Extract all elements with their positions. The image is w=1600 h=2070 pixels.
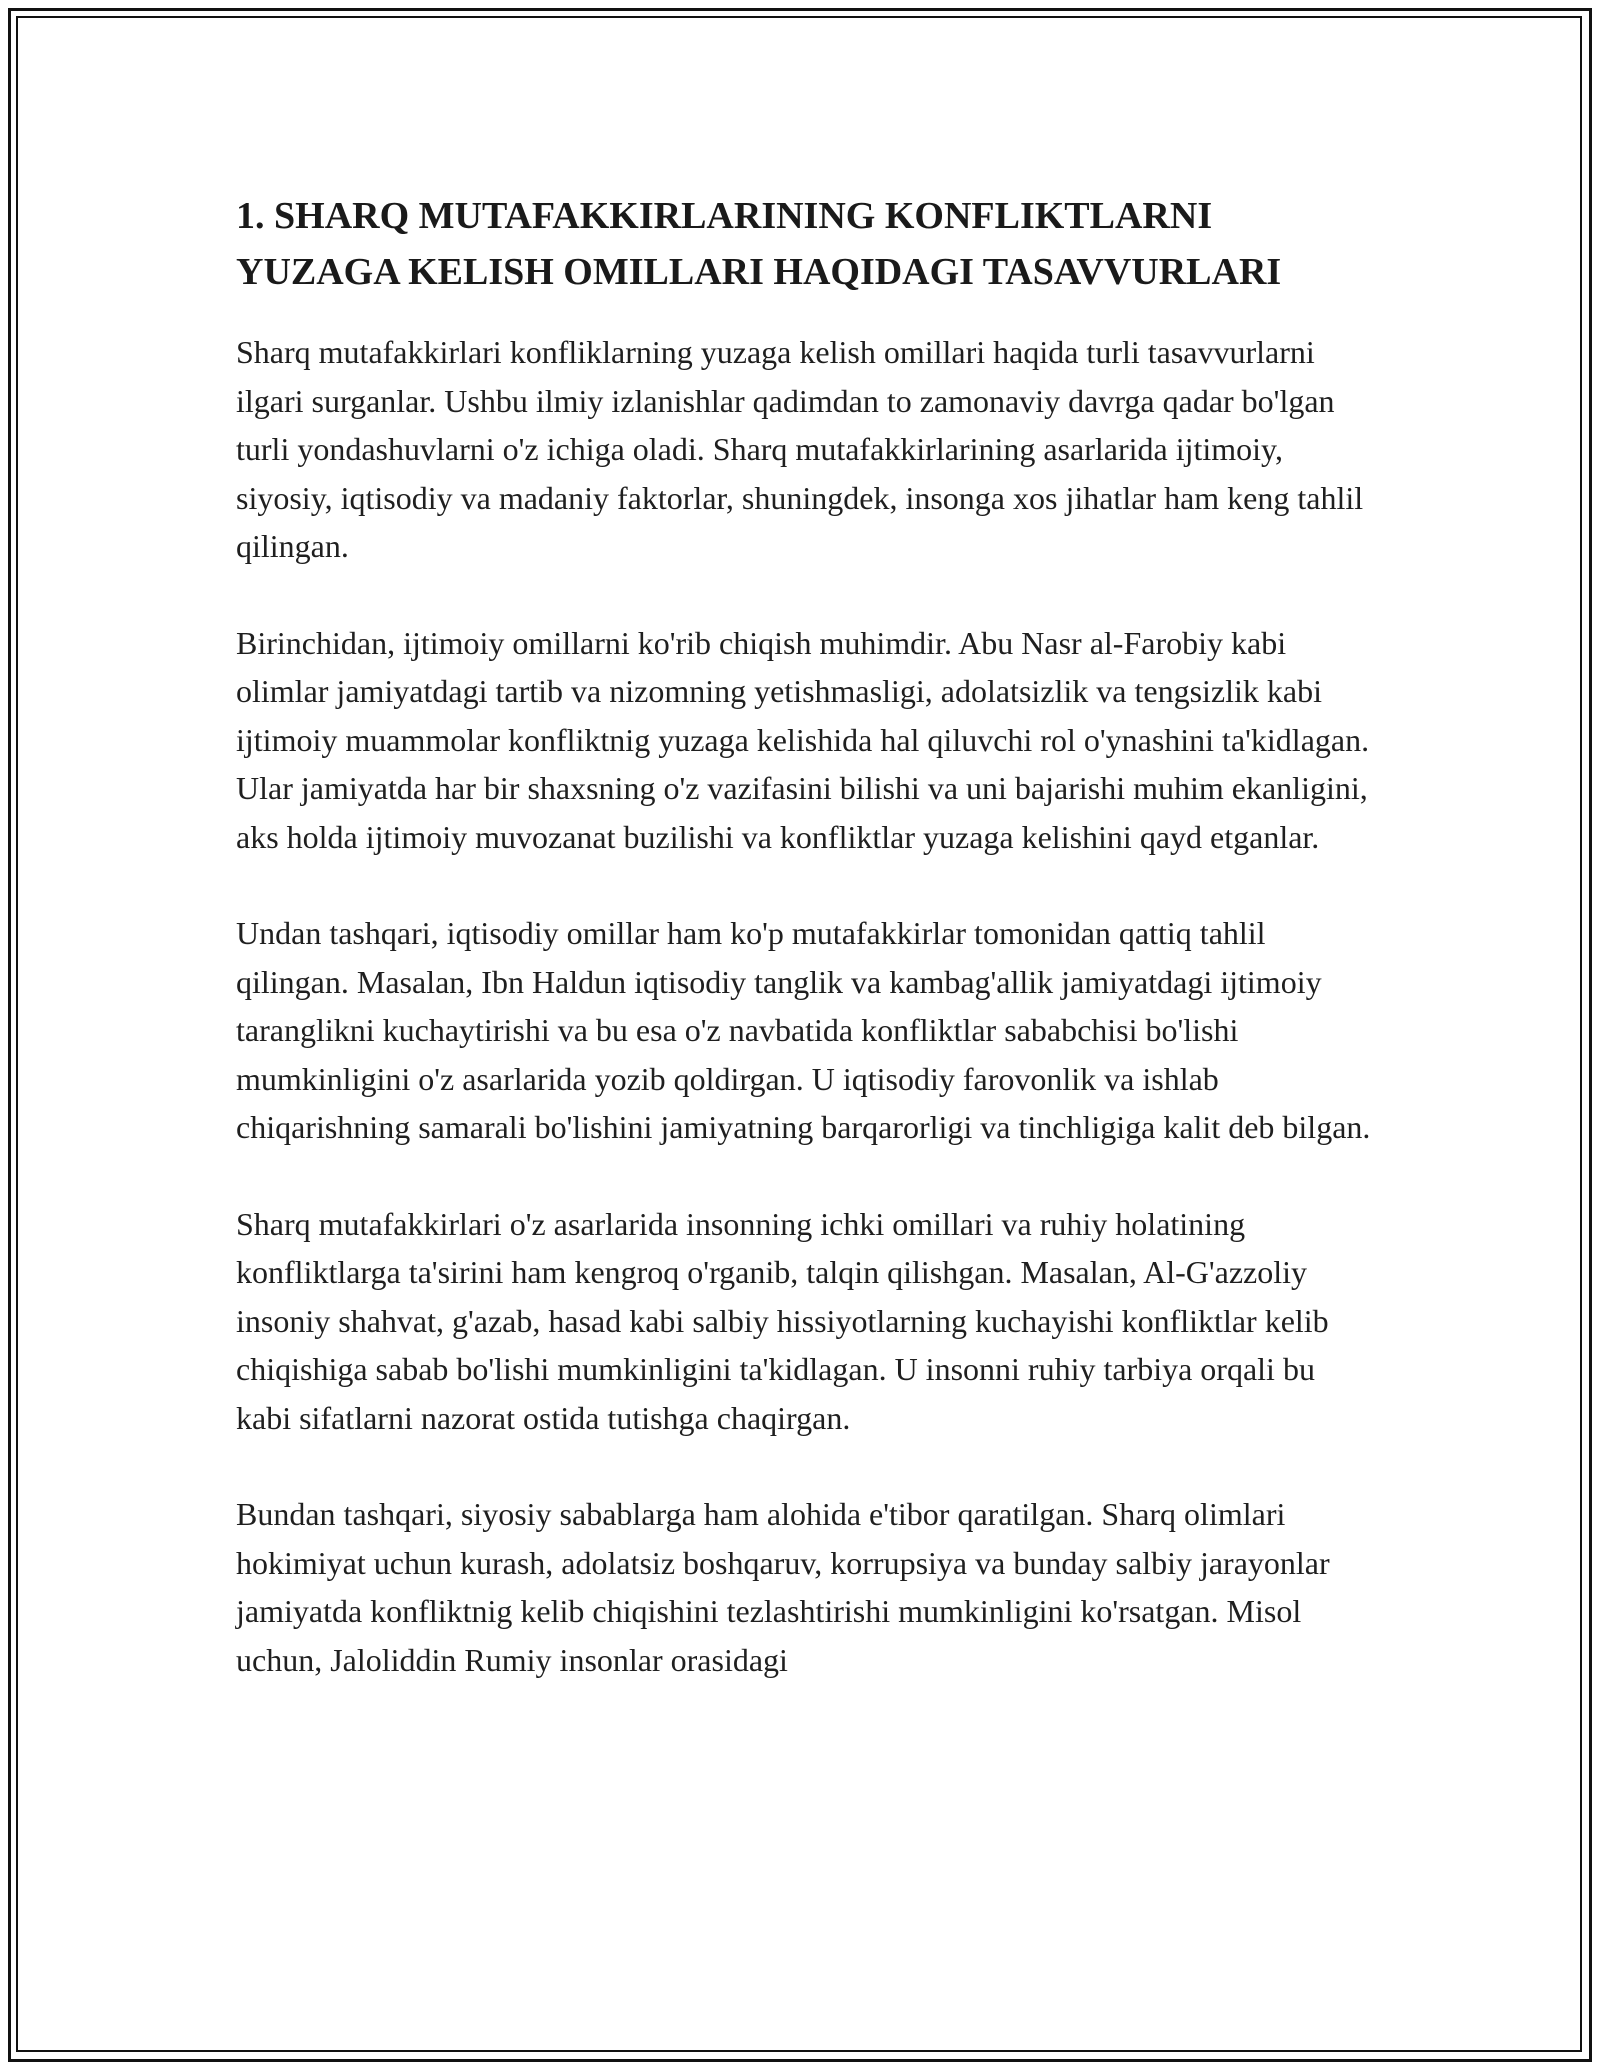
- paragraph-economic-factors: Undan tashqari, iqtisodiy omillar ham ko'p mutafakkirlar tomonidan qattiq tahlil qilingan. Masalan, Ibn Haldun iqtisodiy tanglik va kambag'allik jamiyatdagi ijtimoiy taranglikni kuchaytirishi va bu esa o'z navbatida konfliktlar sababchisi bo'lishi mumkinligini o'z asarlarida yozib qoldirgan. U iqtisodiy farovonlik va ishlab chiqarishning samarali bo'lishini jamiyatning barqarorligi va tinchligiga kalit deb bilgan.: [236, 915, 1371, 1145]
- paragraph-intro: Sharq mutafakkirlari konfliklarning yuzaga kelish omillari haqida turli tasavvurlarni ilgari surganlar. Ushbu ilmiy izlanishlar qadimdan to zamonaviy davrga qadar bo'lgan turli yondashuvlarni o'z ichiga oladi. Sharq mutafakkirlarining asarlarida ijtimoiy, siyosiy, iqtisodiy va madaniy faktorlar, shuningdek, insonga xos jihatlar ham keng tahlil qilingan.: [236, 334, 1364, 564]
- document-body: [236, 188, 1378, 1732]
- paragraph-political-factors: Bundan tashqari, siyosiy sabablarga ham alohida e'tibor qaratilgan. Sharq olimlari hokimiyat uchun kurash, adolatsiz boshqaruv, korrupsiya va bunday salbiy jarayonlar jamiyatda konfliktnig kelib chiqishini tezlashtirishi mumkinligini ko'rsatgan. Misol uchun, Jaloliddin Rumiy insonlar orasidagi: [236, 1496, 1330, 1678]
- paragraph-social-factors: Birinchidan, ijtimoiy omillarni ko'rib chiqish muhimdir. Abu Nasr al-Farobiy kabi olimlar jamiyatdagi tartib va nizomning yetishmasligi, adolatsizlik va tengsizlik kabi ijtimoiy muammolar konfliktnig yuzaga kelishida hal qiluvchi rol o'ynashini ta'kidlagan. Ular jamiyatda har bir shaxsning o'z vazifasini bilishi va uni bajarishi muhim ekanligini, aks holda ijtimoiy muvozanat buzilishi va konfliktlar yuzaga kelishini qayd etganlar.: [236, 624, 1370, 855]
- paragraph-inner-factors: Sharq mutafakkirlari o'z asarlarida insonning ichki omillari va ruhiy holatining konfliktlarga ta'sirini ham kengroq o'rganib, talqin qilishgan. Masalan, Al-G'azzoliy insoniy shahvat, g'azab, hasad kabi salbiy hissiyotlarning kuchayishi konfliktlar kelib chiqishiga sabab bo'lishi mumkinligini ta'kidlagan. U insonni ruhiy tarbiya orqali bu kabi sifatlarni nazorat ostida tutishga chaqirgan.: [236, 1205, 1329, 1436]
- section-title: 1. SHARQ MUTAFAKKIRLARINING KONFLIKTLARNI YUZAGA KELISH OMILLARI HAQIDAGI TASAVVURLARI: [236, 195, 1282, 293]
